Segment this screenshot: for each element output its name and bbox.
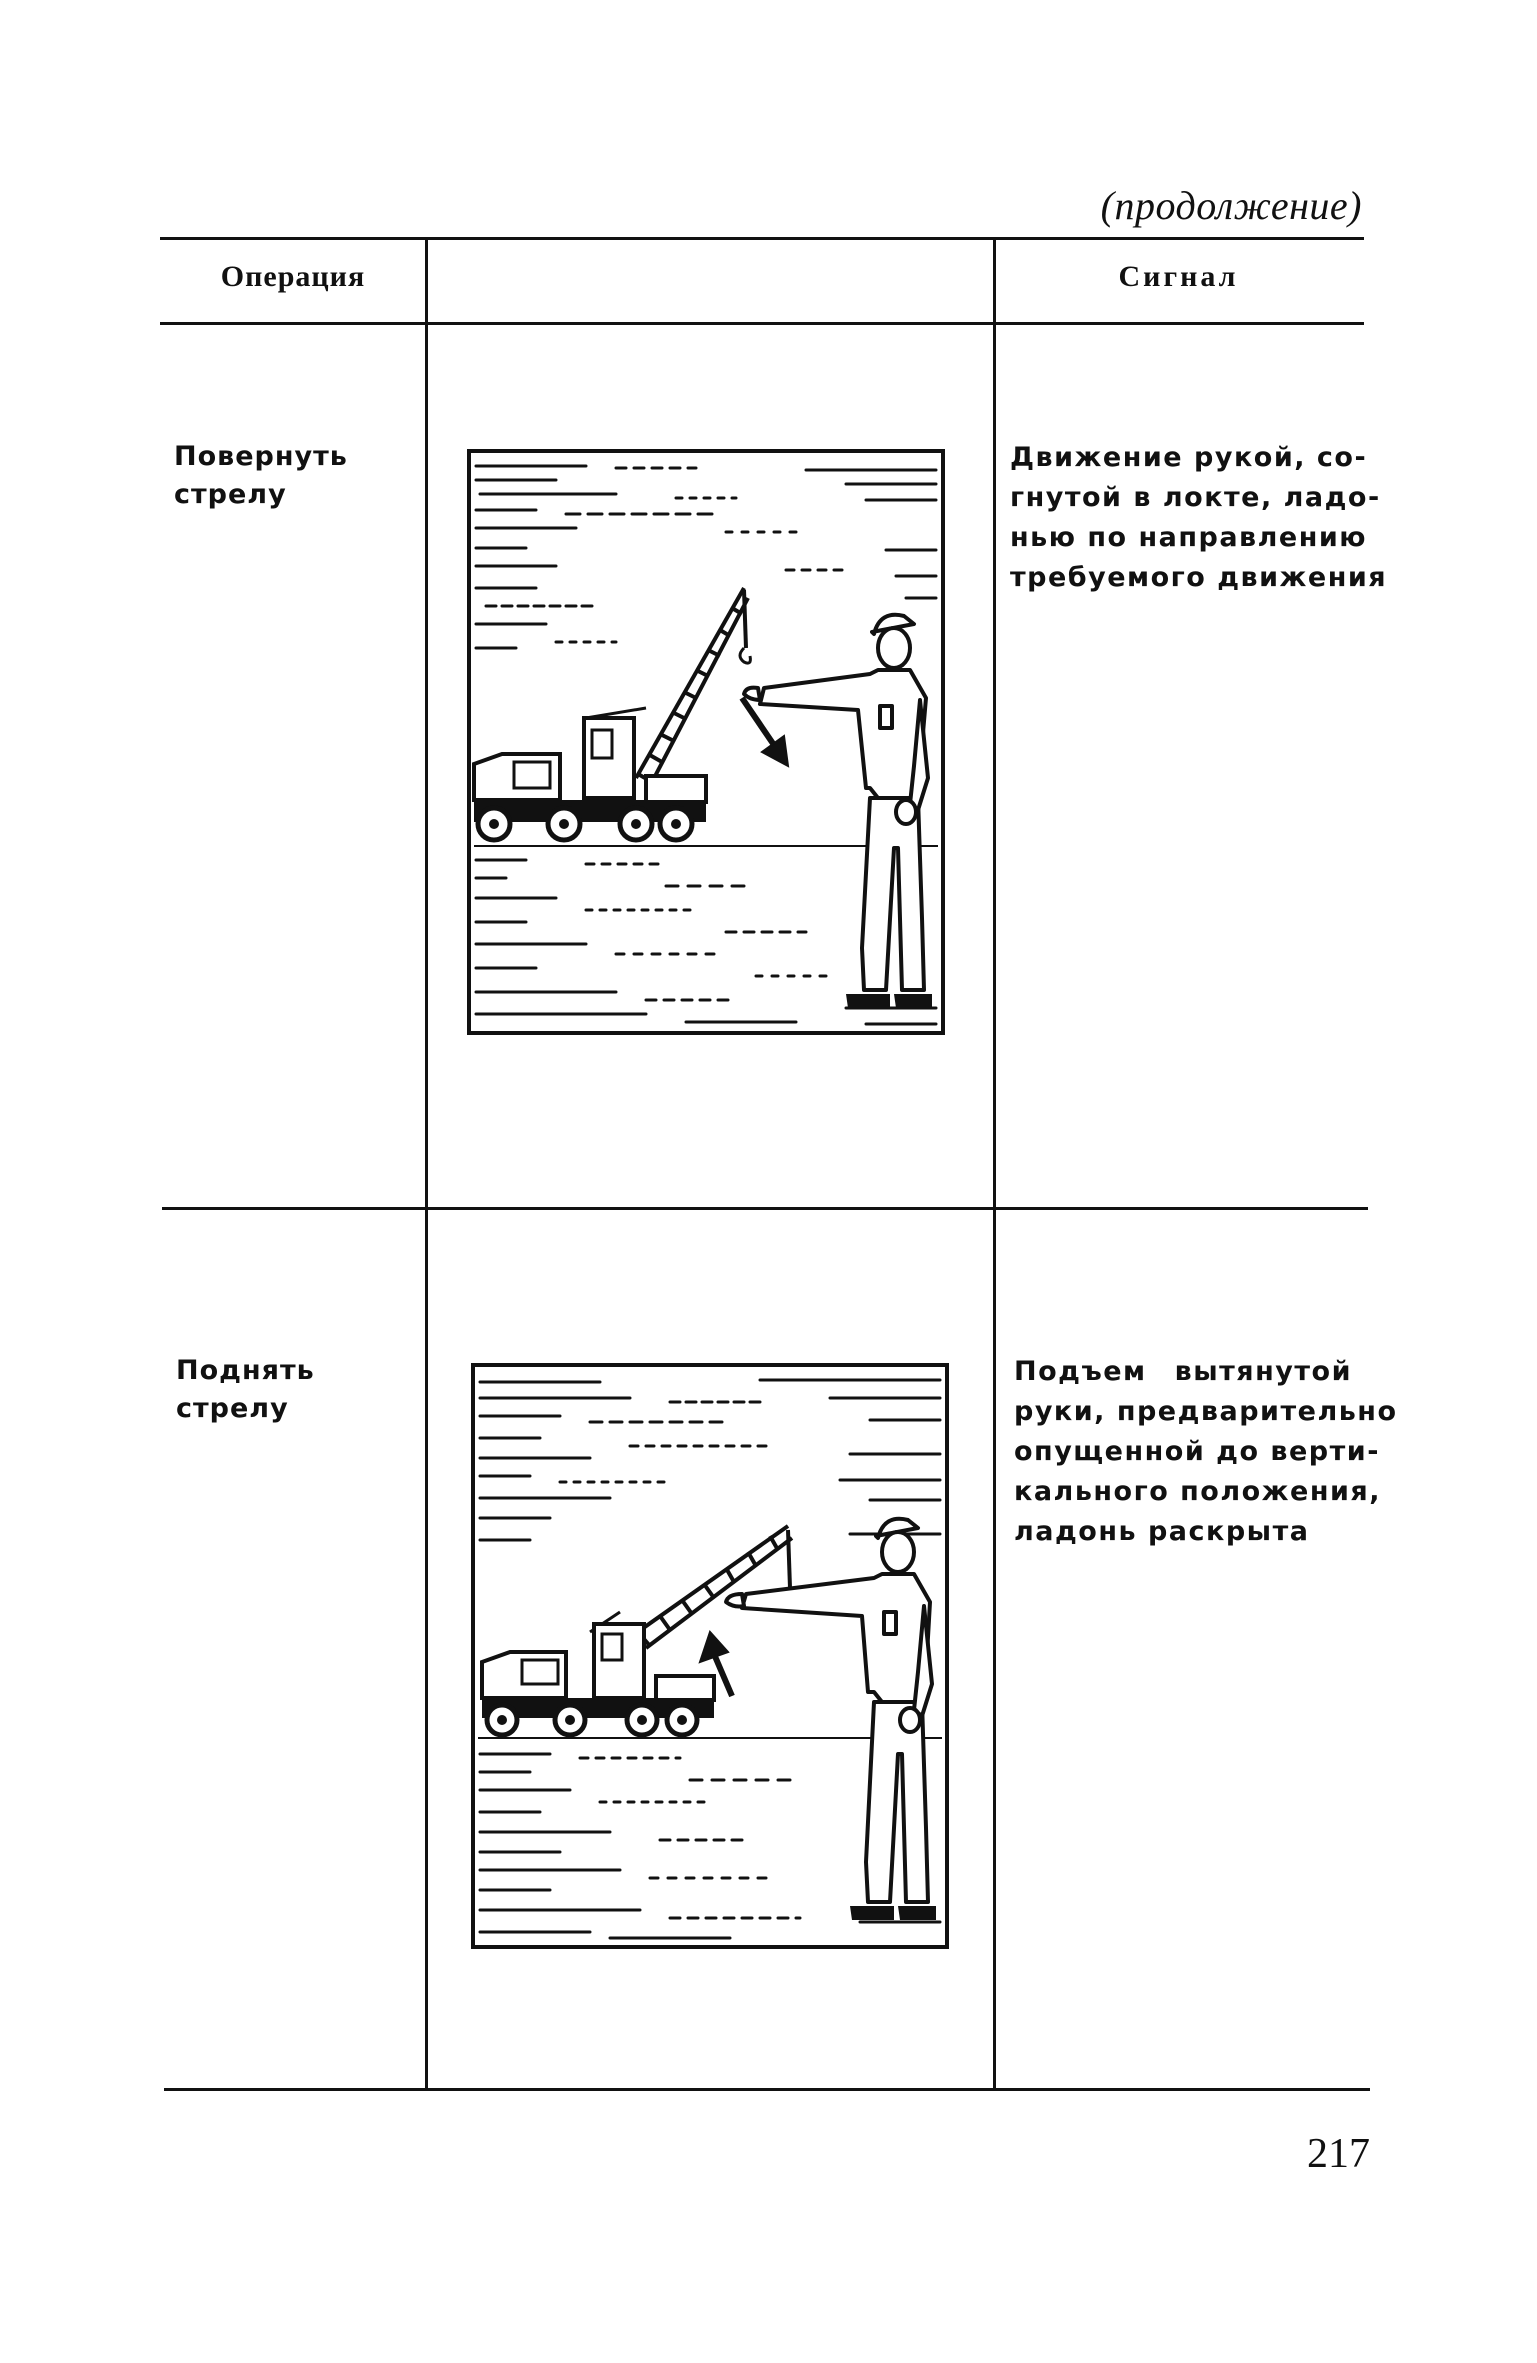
operation-text-line: Поднять стрелу bbox=[176, 1355, 315, 1424]
operation-cell bbox=[176, 1352, 426, 1428]
crane-raise-boom-illustration bbox=[470, 1362, 950, 1950]
signal-text-line: гнутой в локте, ладо- bbox=[1010, 482, 1381, 513]
signal-cell bbox=[1014, 1352, 1398, 1552]
column-divider-right bbox=[993, 237, 996, 2090]
table-top-rule bbox=[160, 237, 1364, 240]
signal-text-line: требуемого движения bbox=[1010, 562, 1388, 593]
operation-cell bbox=[174, 438, 414, 514]
column-header-signal: Сигнал bbox=[1118, 260, 1239, 293]
table-header-rule bbox=[160, 322, 1364, 325]
operation-text-line: стрелу bbox=[174, 479, 287, 510]
signal-cell bbox=[1010, 438, 1388, 598]
signal-text-line: ладонь раскрыта bbox=[1014, 1516, 1310, 1547]
operation-text-line: Повернуть bbox=[174, 441, 348, 472]
signal-text-line: Движение рукой, со- bbox=[1010, 442, 1368, 473]
signal-text-line: Подъем вытянутой bbox=[1014, 1356, 1352, 1387]
column-divider-left bbox=[425, 237, 428, 2090]
column-header-operation: Операция bbox=[220, 260, 366, 293]
table-bottom-rule bbox=[164, 2088, 1370, 2091]
signal-text-line: кального положения, bbox=[1014, 1476, 1382, 1507]
page-number: 217 bbox=[1307, 2131, 1370, 2177]
crane-slewing-illustration bbox=[466, 448, 946, 1036]
continuation-label: (продолжение) bbox=[1100, 183, 1362, 228]
signal-text-line: опущенной до верти- bbox=[1014, 1436, 1380, 1467]
signal-text-line: нью по направлению bbox=[1010, 522, 1368, 553]
signal-text-line: руки, предварительно bbox=[1014, 1396, 1398, 1427]
table-row-divider bbox=[162, 1207, 1368, 1210]
